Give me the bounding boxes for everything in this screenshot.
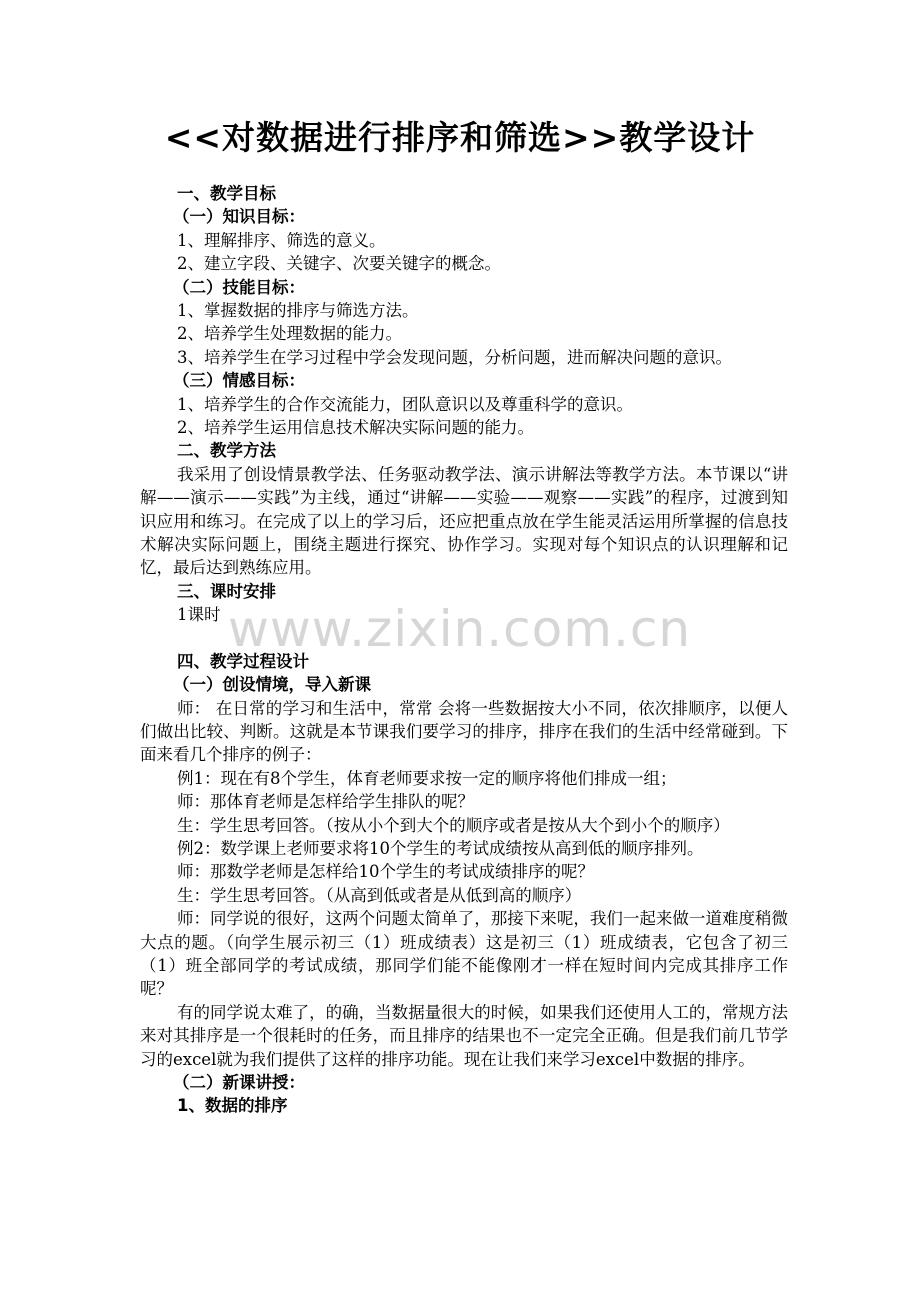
paragraph-text: 有的同学说太难了，的确，当数据量很大的时候，如果我们还使用人工的，常规方法来对其排序是一个很耗时的任务，而且排序的结果也不一定完全正确。但是我们前几节学习的excel就为我们提供了这样的排序功能。现在让我们来学习excel中数据的排序。 (140, 1002, 788, 1069)
dialogue-line: 例1：现在有8个学生，体育老师要求按一定的顺序将他们排成一组； (177, 768, 677, 788)
list-item: 3、培养学生在学习过程中学会发现问题，分析问题，进而解决问题的意识。 (177, 347, 732, 367)
document-title: <<对数据进行排序和筛选>>教学设计 (164, 118, 756, 157)
paragraph-methods (140, 463, 788, 580)
subheading-sorting: 1、数据的排序 (177, 1096, 288, 1116)
subheading-intro: （一）创设情境，导入新课 (173, 675, 371, 695)
paragraph-teacher (140, 907, 788, 1001)
subheading-knowledge: （一）知识目标： (173, 207, 305, 227)
document-body (140, 182, 788, 1118)
subheading-emotion: （三）情感目标： (173, 371, 305, 391)
spacer (140, 627, 788, 650)
paragraph-excel (140, 1001, 788, 1071)
section-heading-schedule: 三、课时安排 (177, 581, 276, 601)
dialogue-line: 师：那数学老师是怎样给10个学生的考试成绩排序的呢？ (177, 862, 594, 882)
list-item: 2、培养学生处理数据的能力。 (177, 324, 402, 344)
dialogue-line: 例2：数学课上老师要求将10个学生的考试成绩按从高到低的顺序排列。 (177, 839, 704, 859)
section-heading-methods: 二、教学方法 (177, 441, 276, 461)
list-item: 1、理解排序、筛选的意义。 (177, 230, 386, 250)
dialogue-line: 生：学生思考回答。（从高到低或者是从低到高的顺序） (177, 885, 582, 905)
paragraph-text: 我采用了创设情景教学法、任务驱动教学法、演示讲解法等教学方法。本节课以“讲解——演示——实践”为主线，通过“讲解——实验——观察——实践”的程序，过渡到知识应用和练习。在完成了以上的学习后，还应把重点放在学生能灵活运用所掌握的信息技术解决实际问题上，围绕主题进行探究、协作学习。实现对每个知识点的认识理解和记忆，最后达到熟练应用。 (140, 464, 788, 578)
subheading-skills: （二）技能目标： (173, 277, 305, 297)
subheading-new-lesson: （二）新课讲授： (173, 1073, 305, 1093)
dialogue-line: 师：那体育老师是怎样给学生排队的呢？ (177, 792, 474, 812)
list-item: 1、培养学生的合作交流能力，团队意识以及尊重科学的意识。 (177, 394, 633, 414)
list-item: 1、掌握数据的排序与筛选方法。 (177, 300, 419, 320)
list-item: 2、培养学生运用信息技术解决实际问题的能力。 (177, 417, 534, 437)
paragraph-intro (140, 697, 788, 767)
schedule-value: 1课时 (177, 605, 221, 625)
watermark: www.zixin.com.cn (228, 600, 692, 658)
section-heading-objectives: 一、教学目标 (177, 184, 276, 203)
list-item: 2、建立字段、关键字、次要关键字的概念。 (177, 254, 501, 274)
paragraph-text: 师： 在日常的学习和生活中，常常 会将一些数据按大小不同，依次排顺序，以便人们做出比较、判断。这就是本节课我们要学习的排序，排序在我们的生活中经常碰到。下面来看几个排序的例子： (140, 698, 788, 765)
dialogue-line: 生：学生思考回答。（按从小个到大个的顺序或者是按从大个到小个的顺序） (177, 815, 730, 835)
paragraph-text: 师：同学说的很好，这两个问题太简单了，那接下来呢，我们一起来做一道难度稍微大点的题。（向学生展示初三（1）班成绩表）这是初三（1）班成绩表，它包含了初三（1）班全部同学的考试成绩，那同学们能不能像刚才一样在短时间内完成其排序工作呢？ (140, 909, 788, 999)
section-heading-process: 四、教学过程设计 (177, 651, 309, 671)
